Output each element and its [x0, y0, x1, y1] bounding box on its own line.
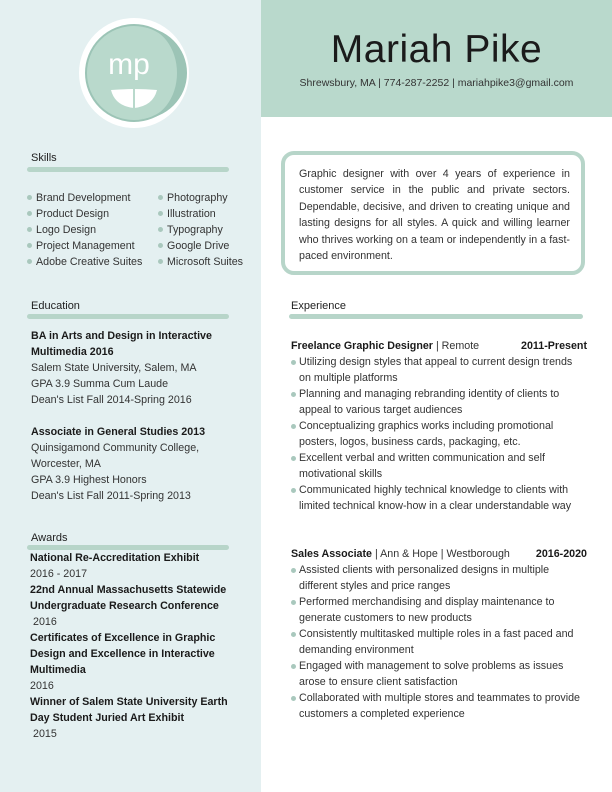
- award-title: National Re-Accreditation Exhibit: [30, 552, 200, 564]
- bullet-icon: [291, 600, 296, 605]
- job-bullet: Engaged with management to solve problems as issues arose to ensure client satisfaction: [291, 658, 587, 690]
- experience-divider: [289, 314, 583, 319]
- awards-heading: Awards: [31, 532, 68, 544]
- education-detail: Salem State University, Salem, MA: [31, 362, 197, 374]
- education-heading: Education: [31, 300, 80, 312]
- monogram-icon: [79, 18, 189, 128]
- job-dates: 2016-2020: [535, 548, 587, 560]
- job-bullet: Collaborated with multiple stores and teammates to provide customers a completed experience: [291, 690, 587, 722]
- education-entry: [31, 328, 246, 408]
- job-header: [291, 546, 587, 562]
- education-entry: [31, 424, 246, 504]
- bullet-icon: [291, 664, 296, 669]
- bullet-icon: [27, 259, 32, 264]
- bullet-icon: [291, 632, 296, 637]
- job-bullet: Excellent verbal and written communication and self motivational skills: [291, 450, 587, 482]
- bullet-icon: [158, 227, 163, 232]
- bullet-icon: [291, 456, 296, 461]
- award-year: 2016: [30, 680, 54, 692]
- awards-list: [30, 550, 245, 742]
- award-title: Winner of Salem State University Earth Day Student Juried Art Exhibit: [30, 696, 228, 724]
- award-year: 2016 - 2017: [30, 568, 88, 580]
- bullet-icon: [158, 211, 163, 216]
- skill-item: Microsoft Suites: [158, 254, 243, 270]
- bullet-icon: [27, 243, 32, 248]
- award-year: 2016: [33, 616, 57, 628]
- job-bullet: Utilizing design styles that appeal to current design trends on multiple platforms: [291, 354, 587, 386]
- bullet-icon: [291, 488, 296, 493]
- experience-heading: Experience: [291, 300, 347, 312]
- job-bullet: Assisted clients with personalized designs in multiple different styles and price ranges: [291, 562, 587, 594]
- job-dates: 2011-Present: [521, 340, 587, 352]
- skill-item: Brand Development: [27, 190, 142, 206]
- bullet-icon: [158, 243, 163, 248]
- skills-list-col1: [27, 190, 142, 270]
- skill-item: Illustration: [158, 206, 243, 222]
- bullet-icon: [27, 227, 32, 232]
- skill-item: Typography: [158, 222, 243, 238]
- job-bullet: Performed merchandising and display maintenance to generate customers to new products: [291, 594, 587, 626]
- job-bullet: Conceptualizing graphics works including promotional posters, logos, business cards, packaging, etc.: [291, 418, 587, 450]
- job-header: [291, 338, 587, 354]
- bullet-icon: [291, 392, 296, 397]
- bullet-icon: [291, 696, 296, 701]
- education-detail: GPA 3.9 Highest Honors: [31, 474, 147, 486]
- education-detail: Dean's List Fall 2014-Spring 2016: [31, 394, 192, 406]
- education-detail: Quinsigamond Community College, Worcester, MA: [31, 442, 200, 470]
- bullet-icon: [158, 195, 163, 200]
- job-bullet: Consistently multitasked multiple roles in a fast paced and demanding environment: [291, 626, 587, 658]
- award-title: 22nd Annual Massachusetts Statewide Undergraduate Research Conference: [30, 584, 227, 612]
- skill-item: Product Design: [27, 206, 142, 222]
- bullet-icon: [291, 360, 296, 365]
- skills-divider: [27, 167, 229, 172]
- monogram-text: mp: [108, 48, 150, 81]
- degree-title: BA in Arts and Design in Interactive Multimedia 2016: [31, 330, 212, 358]
- job-bullet: Communicated highly technical knowledge to clients with limited technical know-how in a clear understandable way: [291, 482, 587, 514]
- skill-item: Logo Design: [27, 222, 142, 238]
- education-detail: GPA 3.9 Summa Cum Laude: [31, 378, 169, 390]
- skills-list-col2: [158, 190, 243, 270]
- page-title: Mariah Pike: [330, 28, 543, 71]
- skill-item: Photography: [158, 190, 243, 206]
- bullet-icon: [27, 195, 32, 200]
- degree-title: Associate in General Studies 2013: [31, 426, 206, 438]
- education-divider: [27, 314, 229, 319]
- skill-item: Google Drive: [158, 238, 243, 254]
- monogram-logo: [79, 18, 189, 128]
- award-year: 2015: [33, 728, 57, 740]
- summary-box: Graphic designer with over 4 years of experience in customer service in the public and private sectors. Dependable, decisive, and driven to creating unique and lasting designs for all styles. A quick and willing learner who thrives working on a team or independently in a fast-paced environment.: [281, 151, 585, 275]
- bullet-icon: [27, 211, 32, 216]
- job-title: Freelance Graphic Designer: [291, 340, 433, 352]
- job-entry: [291, 546, 587, 722]
- contact-info: Shrewsbury, MA | 774-287-2252 | mariahpike3@gmail.com: [299, 77, 574, 89]
- job-entry: [291, 338, 587, 514]
- job-details: | Remote: [432, 340, 480, 352]
- job-details: | Ann & Hope | Westborough: [372, 548, 510, 560]
- skills-heading: Skills: [31, 152, 57, 164]
- bullet-icon: [158, 259, 163, 264]
- job-title: Sales Associate: [291, 548, 372, 560]
- job-bullet: Planning and managing rebranding identity of clients to appeal to various target audiences: [291, 386, 587, 418]
- education-detail: Dean's List Fall 2011-Spring 2013: [31, 490, 191, 502]
- skill-item: Adobe Creative Suites: [27, 254, 142, 270]
- bullet-icon: [291, 424, 296, 429]
- award-title: Certificates of Excellence in Graphic Design and Excellence in Interactive Multimedia: [30, 632, 216, 676]
- skill-item: Project Management: [27, 238, 142, 254]
- bullet-icon: [291, 568, 296, 573]
